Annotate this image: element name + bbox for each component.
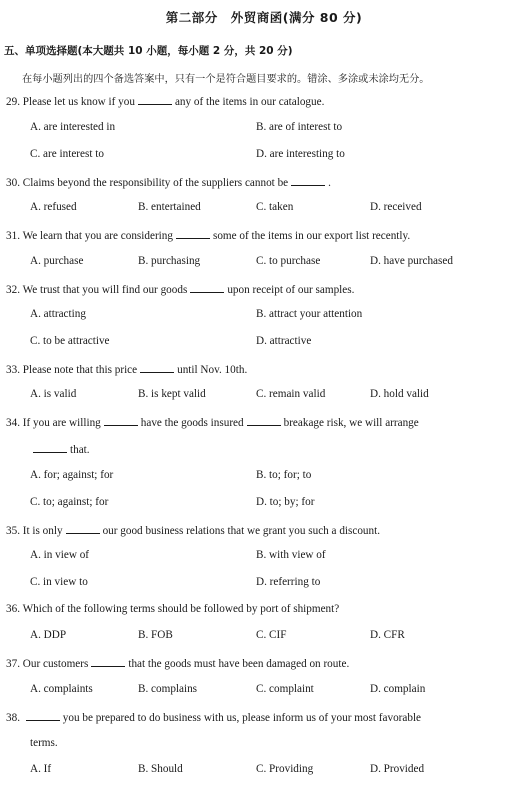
option-d: D. received (370, 201, 422, 213)
option-b: B. with view of (256, 549, 326, 561)
answer-blank (91, 656, 125, 667)
option-c: C. taken (256, 201, 294, 213)
option-b: B. complains (138, 683, 198, 695)
answer-blank (66, 523, 100, 534)
question-number: 30. (6, 177, 20, 189)
option-d: D. are interesting to (256, 148, 345, 160)
question-text: our good business relations that we grant you such a discount. (102, 525, 381, 537)
option-a: A. refused (30, 201, 77, 213)
option-a: A. is valid (30, 388, 77, 400)
answer-blank (26, 710, 60, 721)
option-d: D. complain (370, 683, 426, 695)
option-c: C. complaint (256, 683, 314, 695)
option-c: C. in view to (30, 576, 88, 588)
option-a: A. for; against; for (30, 469, 114, 481)
page-title: 第二部分 外贸商函(满分 80 分) (165, 10, 363, 25)
instructions: 在每小题列出的四个备选答案中，只有一个是符合题目要求的。错涂、多涂或未涂均无分。 (22, 74, 430, 85)
option-a: A. DDP (30, 629, 67, 641)
option-a: A. complaints (30, 683, 93, 695)
question-33 (6, 362, 247, 376)
option-a: A. in view of (30, 549, 90, 561)
option-d: D. Provided (370, 763, 425, 775)
question-number: 31. (6, 230, 20, 242)
question-text: Please note that this price (22, 364, 138, 376)
option-a: A. purchase (30, 255, 84, 267)
option-d: D. referring to (256, 576, 321, 588)
question-text: We learn that you are considering (22, 230, 173, 242)
option-a: A. attracting (30, 308, 86, 320)
option-c: C. CIF (256, 629, 287, 641)
question-text: Our customers (22, 658, 89, 670)
question-text: . (328, 177, 331, 189)
question-number: 32. (6, 284, 20, 296)
question-36 (6, 603, 339, 615)
option-b: B. attract your attention (256, 308, 363, 320)
question-text: If you are willing (22, 417, 101, 429)
option-d: D. attractive (256, 335, 312, 347)
question-text: some of the items in our export list recently. (212, 230, 411, 242)
question-number: 37. (6, 658, 20, 670)
answer-blank (247, 415, 281, 426)
question-text: upon receipt of our samples. (227, 284, 355, 296)
question-number: 38. (6, 712, 20, 724)
answer-blank (190, 282, 224, 293)
question-text: until Nov. 10th. (177, 364, 248, 376)
question-38-continued: terms. (30, 737, 58, 749)
option-c: C. are interest to (30, 148, 104, 160)
answer-blank (140, 362, 174, 373)
option-b: B. purchasing (138, 255, 201, 267)
question-37 (6, 656, 349, 670)
question-text: any of the items in our catalogue. (174, 96, 325, 108)
question-number: 35. (6, 525, 20, 537)
option-b: B. FOB (138, 629, 173, 641)
question-text: Please let us know if you (22, 96, 135, 108)
question-text: that. (70, 444, 90, 456)
question-number: 33. (6, 364, 20, 376)
question-text: We trust that you will find our goods (22, 284, 188, 296)
option-b: B. to; for; to (256, 469, 312, 481)
question-text: that the goods must have been damaged on route. (128, 658, 350, 670)
answer-blank (176, 228, 210, 239)
option-d: D. to; by; for (256, 496, 315, 508)
option-d: D. have purchased (370, 255, 453, 267)
question-text: Claims beyond the responsibility of the suppliers cannot be (22, 177, 289, 189)
question-text: Which of the following terms should be followed by port of shipment? (22, 603, 340, 615)
question-number: 34. (6, 417, 20, 429)
option-c: C. to purchase (256, 255, 321, 267)
question-text: have the goods insured (140, 417, 244, 429)
question-38 (6, 710, 421, 724)
answer-blank (138, 94, 172, 105)
option-d: D. CFR (370, 629, 405, 641)
answer-blank (33, 442, 67, 453)
question-29 (6, 94, 324, 108)
option-c: C. to; against; for (30, 496, 109, 508)
option-b: B. Should (138, 763, 183, 775)
answer-blank (291, 175, 325, 186)
question-text: breakage risk, we will arrange (283, 417, 419, 429)
question-31 (6, 228, 410, 242)
question-34-continued (30, 442, 90, 456)
question-30 (6, 175, 331, 189)
option-b: B. entertained (138, 201, 201, 213)
question-35 (6, 523, 380, 537)
question-32 (6, 282, 354, 296)
option-b: B. are of interest to (256, 121, 343, 133)
section-heading: 五、单项选择题(本大题共 10 小题，每小题 2 分，共 20 分) (4, 45, 293, 57)
question-text: you be prepared to do business with us, please inform us of your most favorable (62, 712, 422, 724)
option-a: A. are interested in (30, 121, 116, 133)
option-c: C. remain valid (256, 388, 326, 400)
option-a: A. If (30, 763, 52, 775)
option-b: B. is kept valid (138, 388, 206, 400)
question-34 (6, 415, 419, 429)
option-c: C. Providing (256, 763, 314, 775)
option-c: C. to be attractive (30, 335, 110, 347)
question-number: 36. (6, 603, 20, 615)
option-d: D. hold valid (370, 388, 429, 400)
answer-blank (104, 415, 138, 426)
question-number: 29. (6, 96, 20, 108)
question-text: It is only (22, 525, 63, 537)
